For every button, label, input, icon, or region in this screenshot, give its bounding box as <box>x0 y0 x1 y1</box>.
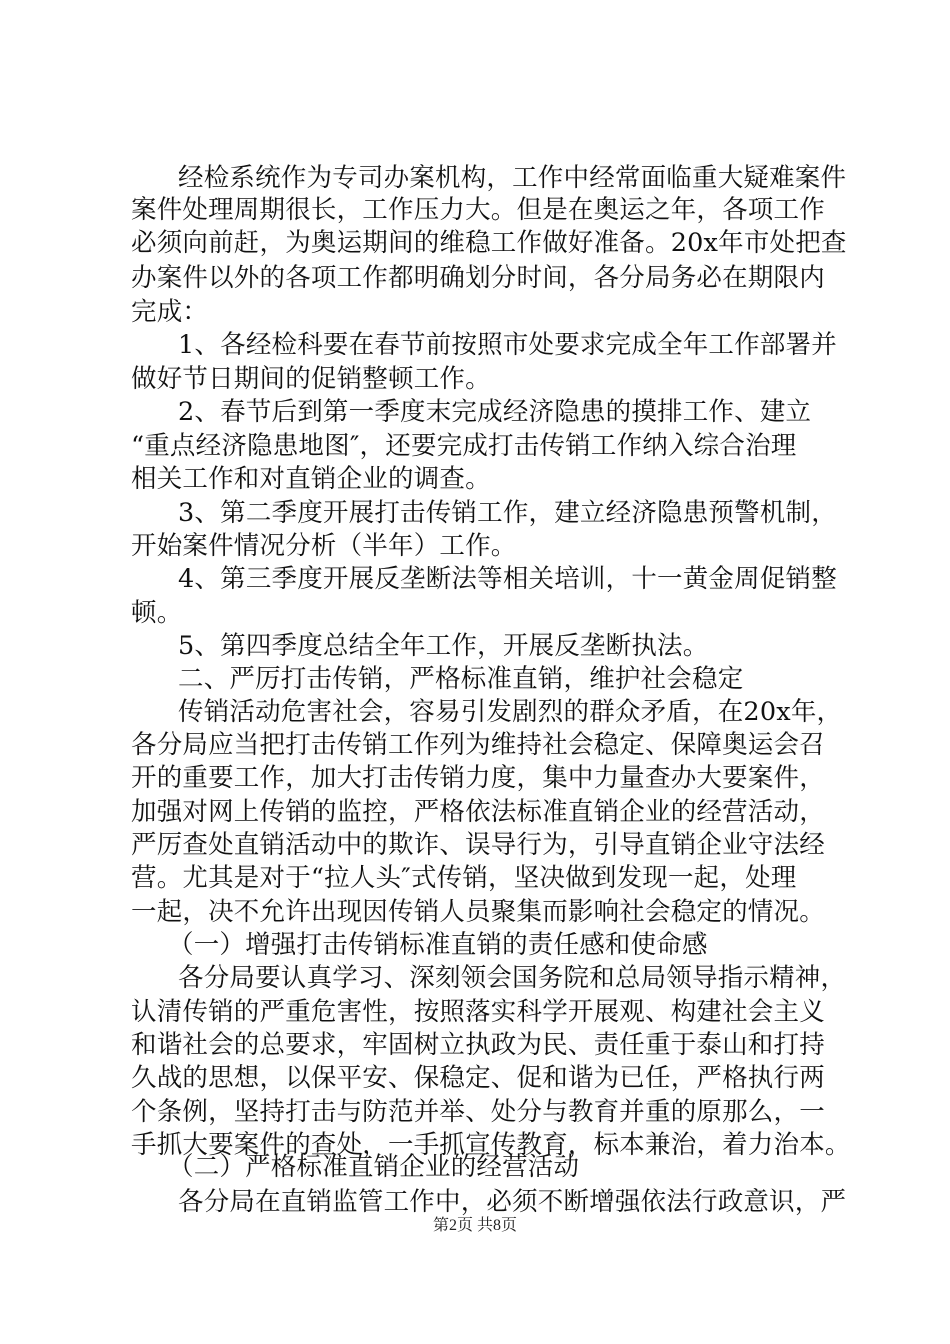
page-footer: 第2页 共8页 <box>432 1217 517 1234</box>
paragraph-line: 加强对网上传销的监控，严格依法标准直销企业的经营活动， <box>131 797 825 827</box>
paragraph-line: 开的重要工作，加大打击传销力度，集中力量查办大要案件， <box>131 763 825 793</box>
paragraph-line: 各分局应当把打击传销工作列为维持社会稳定、保障奥运会召 <box>131 730 825 760</box>
paragraph-line: 相关工作和对直销企业的调查。 <box>131 464 491 494</box>
list-item: 4、第三季度开展反垄断法等相关培训，十一黄金周促销整 <box>178 564 837 594</box>
paragraph-line: 和谐社会的总要求，牢固树立执政为民、责任重于泰山和打持 <box>131 1030 825 1060</box>
paragraph-line: 严厉查处直销活动中的欺诈、误导行为，引导直销企业守法经 <box>131 830 825 860</box>
paragraph-line: 顿。 <box>131 598 183 628</box>
paragraph-line: 开始案件情况分析（半年）工作。 <box>131 531 517 561</box>
paragraph-line: 经检系统作为专司办案机构，工作中经常面临重大疑难案件 <box>178 163 847 193</box>
subsection-heading: （二）严格标准直销企业的经营活动 <box>168 1152 580 1182</box>
paragraph-line: “重点经济隐患地图″，还要完成打击传销工作纳入综合治理 <box>131 431 797 461</box>
subsection-heading: （一）增强打击传销标准直销的责任感和使命感 <box>168 930 708 960</box>
paragraph-line: 案件处理周期很长，工作压力大。但是在奥运之年，各项工作 <box>131 195 825 225</box>
paragraph-line: 办案件以外的各项工作都明确划分时间，各分局务必在期限内 <box>131 263 825 293</box>
paragraph-line: 做好节日期间的促销整顿工作。 <box>131 364 491 394</box>
list-item: 2、春节后到第一季度末完成经济隐患的摸排工作、建立 <box>178 397 812 427</box>
paragraph-line: 各分局在直销监管工作中，必须不断增强依法行政意识，严 <box>178 1187 847 1217</box>
paragraph-line: 各分局要认真学习、深刻领会国务院和总局领导指示精神， <box>178 963 847 993</box>
paragraph-line: 营。尤其是对于“拉人头″式传销，坚决做到发现一起，处理 <box>131 863 797 893</box>
list-item: 3、第二季度开展打击传销工作，建立经济隐患预警机制， <box>178 498 837 528</box>
paragraph-line: 认清传销的严重危害性，按照落实科学开展观、构建社会主义 <box>131 997 825 1027</box>
paragraph-line: 个条例，坚持打击与防范并举、处分与教育并重的原那么，一 <box>131 1097 825 1127</box>
paragraph-line: 传销活动危害社会，容易引发剧烈的群众矛盾，在20x年， <box>178 697 843 727</box>
paragraph-line: 必须向前赶，为奥运期间的维稳工作做好准备。20x年市处把查 <box>131 228 847 258</box>
paragraph-line: 一起，决不允许出现因传销人员聚集而影响社会稳定的情况。 <box>131 897 825 927</box>
list-item: 1、各经检科要在春节前按照市处要求完成全年工作部署并 <box>178 330 837 360</box>
list-item: 5、第四季度总结全年工作，开展反垄断执法。 <box>178 631 709 661</box>
paragraph-line: 久战的思想，以保平安、保稳定、促和谐为已任，严格执行两 <box>131 1063 825 1093</box>
paragraph-line: 手抓大要案件的查处，一手抓宣传教育，标本兼治，着力治本。 <box>131 1130 851 1160</box>
section-heading: 二、严厉打击传销，严格标准直销，维护社会稳定 <box>178 664 744 694</box>
paragraph-line: 完成： <box>131 297 209 327</box>
